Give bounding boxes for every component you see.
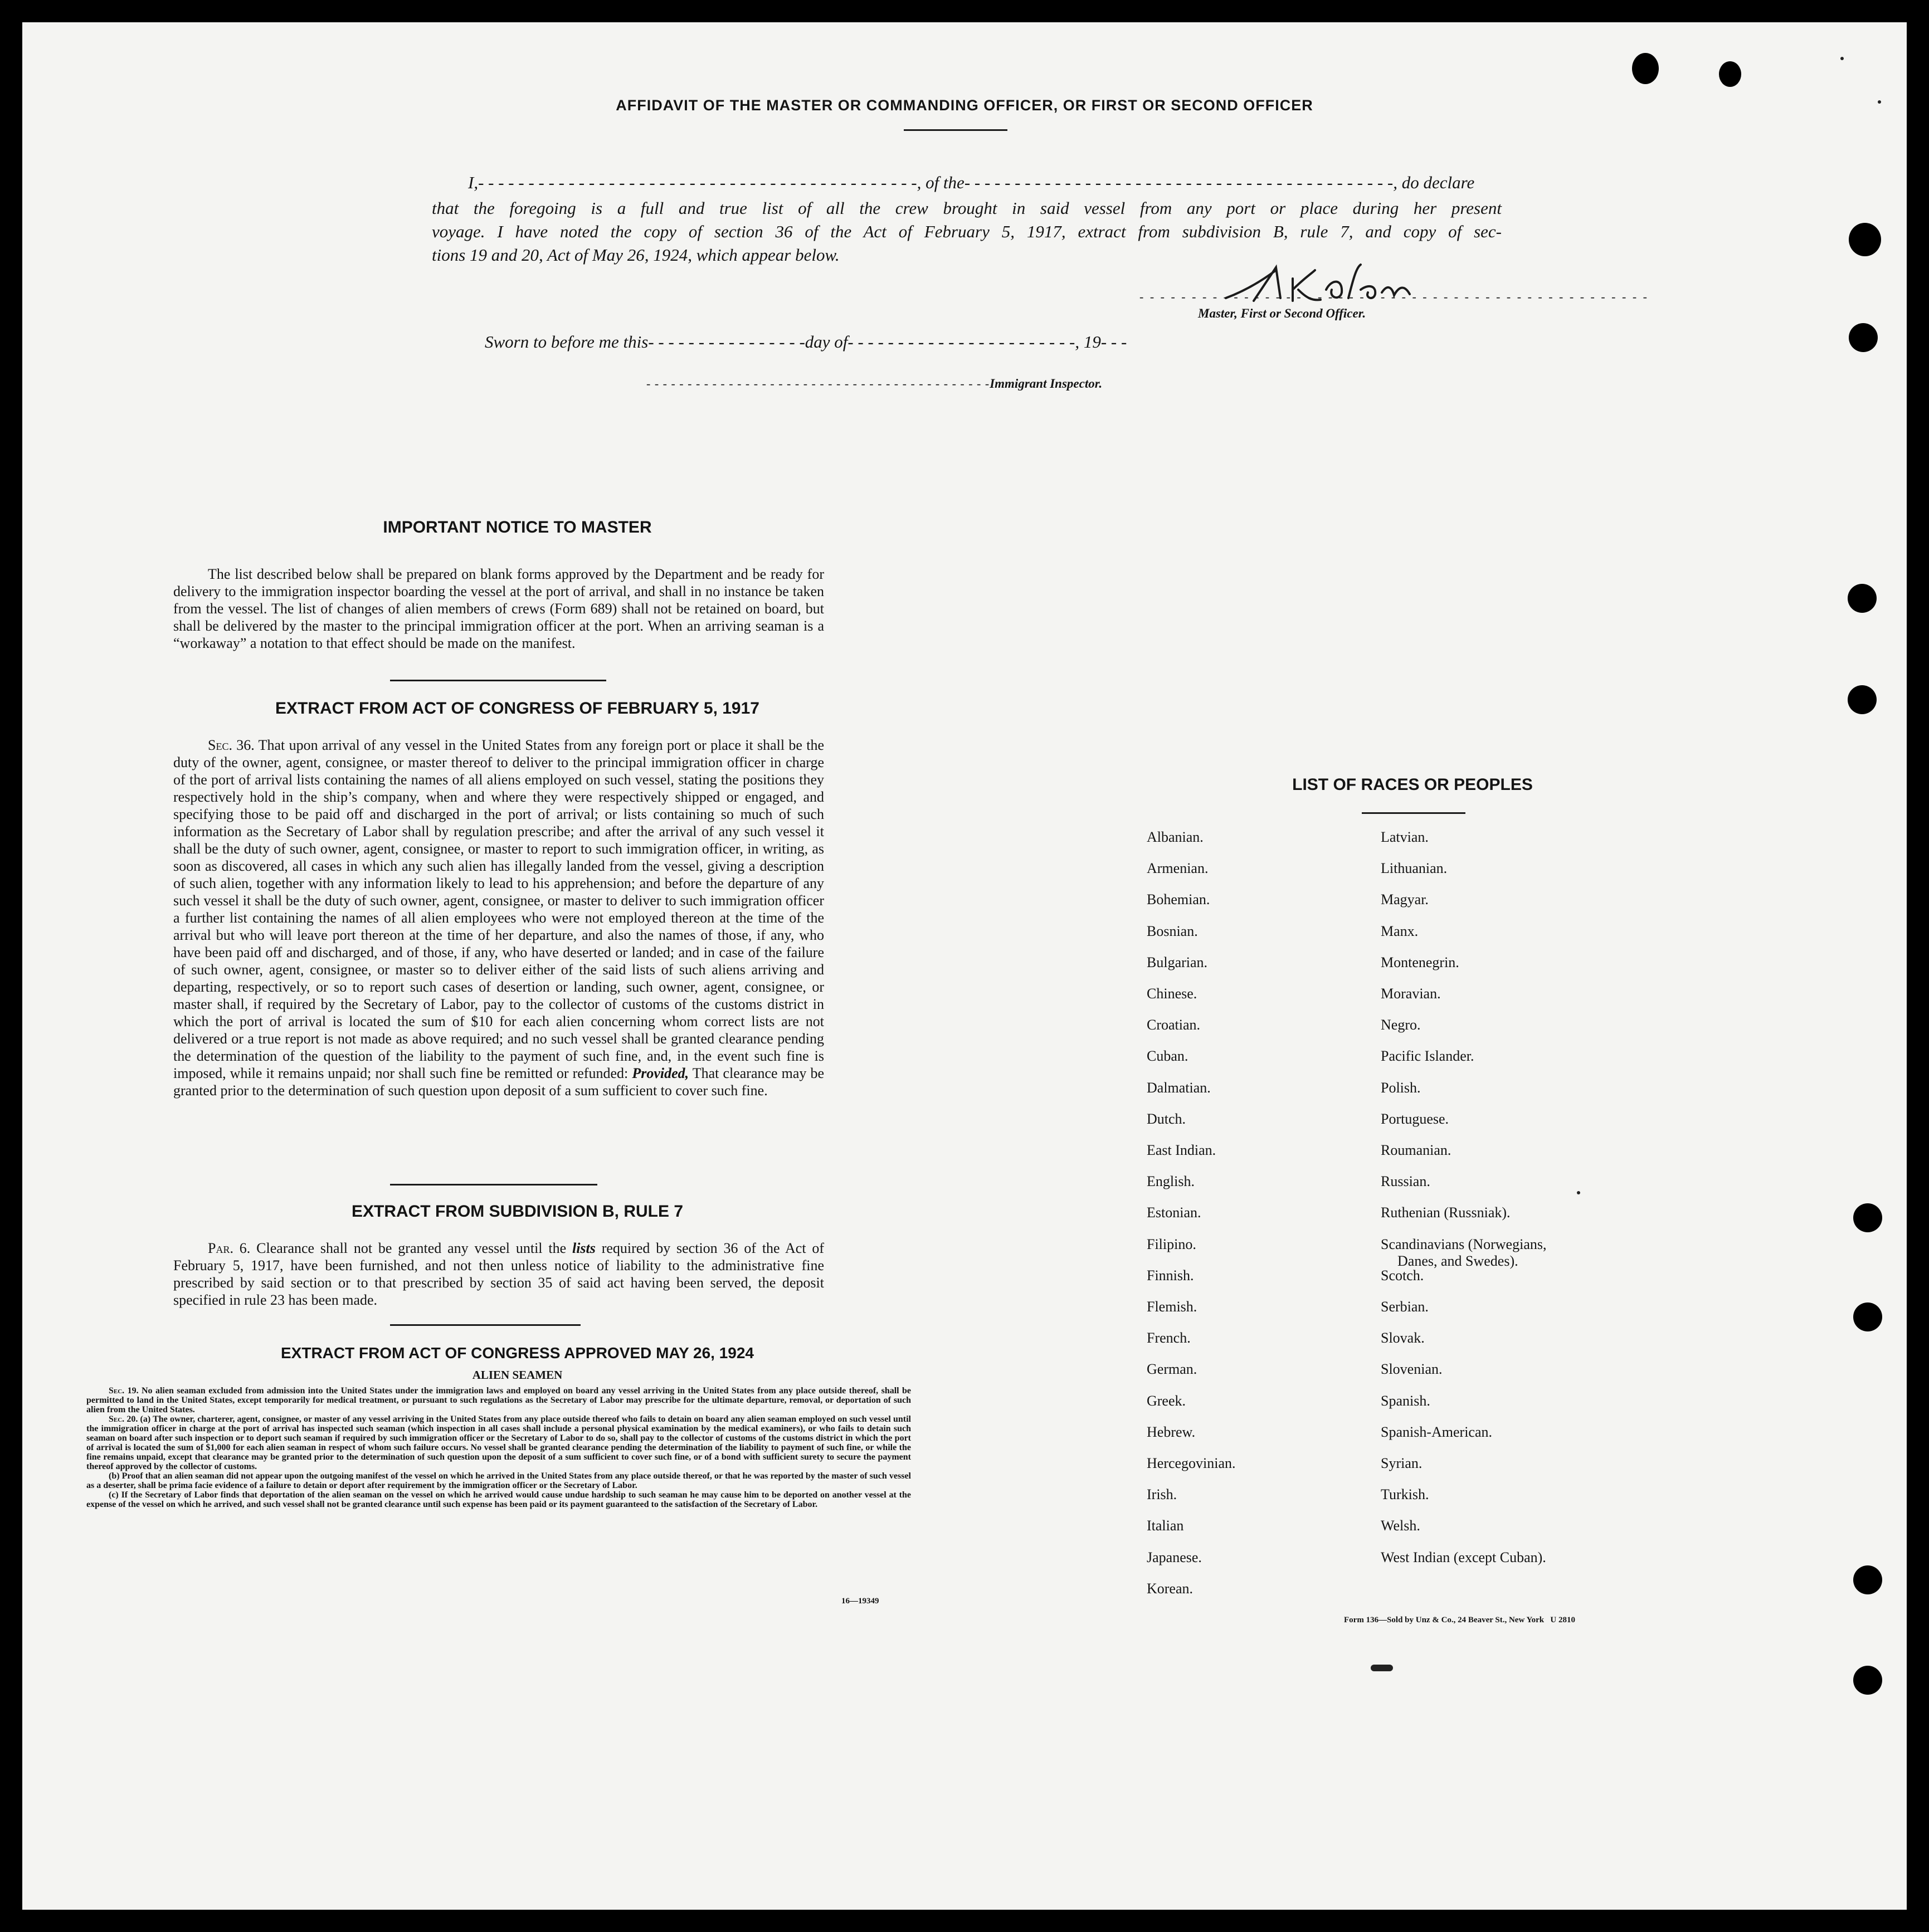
sec-19-text: No alien seaman excluded from admission into the United States under the immigration laws and employed on board any vessel arriving in the United States from any place outside thereof, shall be permitted to land in the United States, except temporarily for medical treatment, or pursuant to such regulations as the Secretary of Labor may prescribe for the ultimate departure, removal, or deportation of such alien from the United States. [86, 1386, 912, 1414]
affidavit-line-1: I,- - - - - - - - - - - - - - - - - - - - - - - - - - - - - - - - - - - - - - - - - - - -, of the- - - - - - - - - - - - - - - - - - - - - - - - - - - - - - - - - - - - - - - - - - -, do declare [468, 173, 1475, 192]
affidavit-line-3: voyage. I have noted the copy of section 36 of the Act of February 5, 1917, extract from subdivision B, rule 7, and copy of sec- [432, 222, 1502, 241]
race-entry: Hercegovinian. [1147, 1455, 1236, 1471]
race-entry: Latvian. [1381, 829, 1429, 845]
sec-20b-text: (b) Proof that an alien seaman did not appear upon the outgoing manifest of the vessel on which he arrived in the United States from any place outside thereof, or that he was reported by the master of such vessel as a deserter, shall be prima facie evidence of a failure to detain or deport after requirement by the immigration officer or the Secretary of Labor. [86, 1471, 911, 1490]
sec-36-proviso: That clearance may be granted prior to the determination of such question upon deposit of a sum sufficient to cover such fine. [173, 1065, 825, 1099]
speck [1878, 100, 1881, 104]
sworn-line: Sworn to before me this- - - - - - - - - - - - - - - -day of- - - - - - - - - - - - - - - - - - - - - - -, 19- - - [485, 332, 1127, 352]
race-entry: Slovak. [1381, 1330, 1425, 1346]
race-entry: Armenian. [1147, 860, 1209, 877]
race-entry: Syrian. [1381, 1455, 1423, 1471]
race-entry: Estonian. [1147, 1204, 1201, 1221]
rule-7-rule [390, 1324, 581, 1326]
day-of-text: day of [805, 332, 848, 352]
alien-seamen-subtitle: ALIEN SEAMEN [472, 1368, 563, 1382]
affidavit-declare: , do declare [1393, 173, 1475, 192]
punch-hole [1853, 1302, 1882, 1331]
race-entry: East Indian. [1147, 1142, 1216, 1158]
par-6-label: Par. 6. [208, 1240, 251, 1256]
race-entry: Scotch. [1381, 1267, 1424, 1284]
punch-hole [1849, 223, 1881, 256]
notice-paragraph: The list described below shall be prepared on blank forms approved by the Department and be ready for delivery to the immigration inspector boarding the vessel at the port of arrival, and shall in no instance be taken from the vessel. The list of changes of alien members of crews (Form 689) shall not be retained on board, but shall be delivered by the master to the principal immigration officer at the port. When an arriving seaman is a “workaway” a notation to that effect should be made on the manifest. [173, 566, 824, 651]
punch-hole [1848, 584, 1877, 613]
race-entry: Serbian. [1381, 1299, 1429, 1315]
speck [1577, 1191, 1580, 1194]
title-rule [904, 129, 1007, 131]
inspector-line: - - - - - - - - - - - - - - - - - - - - - - - - - - - - - - - - - - - - - - - - - -Immigrant Inspector. [646, 377, 1103, 391]
sec-20-label: Sec. 20. [109, 1414, 138, 1424]
sec-20c-text: (c) If the Secretary of Labor finds that deportation of the alien seaman on the vessel on which he arrived would cause undue hardship to such seaman he may cause him to be deported on another vessel at the expense of the vessel on which he arrived, and such vessel shall not be granted clearance until such expense has been paid or its payment guaranteed to the satisfaction of the Secretary of Labor. [86, 1490, 911, 1509]
punch-hole [1848, 685, 1877, 714]
race-entry: Danes, and Swedes). [1397, 1252, 1518, 1269]
race-entry: Korean. [1147, 1580, 1194, 1597]
sworn-text: Sworn to before me this [485, 332, 649, 352]
races-rule [1362, 812, 1465, 814]
race-entry: Magyar. [1381, 891, 1429, 908]
race-entry: Ruthenian (Russniak). [1381, 1204, 1511, 1221]
race-entry: Bulgarian. [1147, 954, 1208, 970]
punch-hole [1632, 53, 1659, 84]
form-info: Form 136—Sold by Unz & Co., 24 Beaver St., New York U 2810 [1344, 1616, 1575, 1624]
extract-1924-title: EXTRACT FROM ACT OF CONGRESS APPROVED MAY 26, 1924 [281, 1344, 754, 1362]
race-entry: Bosnian. [1147, 923, 1198, 939]
signature-caption: Master, First or Second Officer. [1198, 306, 1366, 320]
lists-word: lists [572, 1240, 596, 1256]
par-6-text-a: Clearance shall not be granted any vessel until the [256, 1240, 567, 1256]
punch-hole [1853, 1565, 1882, 1594]
race-entry: English. [1147, 1173, 1195, 1190]
print-code: 16—19349 [841, 1597, 879, 1606]
speck [1840, 57, 1844, 60]
punch-hole [1853, 1666, 1882, 1695]
race-entry: West Indian (except Cuban). [1381, 1549, 1546, 1565]
affidavit-i: I, [468, 173, 479, 192]
sec-36-text: That upon arrival of any vessel in the United States from any foreign port or place it shall be the duty of the owner, agent, consignee, or master thereof to deliver to the principal immigration officer in charge of the port of arrival lists containing the names of all aliens employed on such vessel, stating the positions they respectively hold in the ship’s company, when and where they were respectively shipped or engaged, and specifying those to be paid off and discharged in the port of arrival; or lists containing so much of such information as the Secretary of Labor shall by regulation prescribe; and after the arrival of any such vessel it shall be the duty of such owner, agent, consignee, or master to report to such immigration officer, in writing, as soon as discovered, all cases in which any such alien has illegally landed from the vessel, giving a description of such alien, together with any information likely to lead to his apprehension; and before the departure of any such vessel it shall be the duty of such owner, agent, consignee, or master to deliver to such immigration officer a further list containing the names of all alien employees who were not employed thereon at the time of the arrival but who will leave port thereon at the time of her departure, and also the names of those, if any, who have been paid off and discharged, and of those, if any, who have deserted or landed; and in case of the failure of such owner, agent, consignee, or master so to deliver either of the said lists of such aliens arriving and departing, respectively, or so to report such cases of desertion or landing, such owner, agent, consignee, or master shall, if required by the Secretary of Labor, pay to the collector of customs of the customs district in which the port of arrival is located the sum of $10 for each alien concerning whom correct lists are not delivered or a true report is not made as above required; and no such vessel shall be granted clearance pending the determination of the question of the liability to the payment of such fine, and, in the event such fine is imposed, while it remains unpaid; nor shall such fine be remitted or refunded: [173, 737, 825, 1081]
race-entry: German. [1147, 1361, 1197, 1378]
race-entry: Hebrew. [1147, 1423, 1196, 1440]
race-entry: Irish. [1147, 1486, 1177, 1503]
notice-rule [390, 680, 606, 681]
race-entry: Negro. [1381, 1017, 1421, 1033]
race-entry: Finnish. [1147, 1267, 1194, 1284]
punch-hole [1849, 323, 1878, 352]
extract-1924-body [86, 1386, 911, 1509]
race-entry: Slovenian. [1381, 1361, 1443, 1378]
race-entry: Pacific Islander. [1381, 1048, 1474, 1065]
race-entry: Montenegrin. [1381, 954, 1459, 970]
notice-body [173, 565, 824, 652]
race-entry: Filipino. [1147, 1236, 1196, 1252]
extract-1917-title: EXTRACT FROM ACT OF CONGRESS OF FEBRUARY 5, 1917 [275, 699, 759, 718]
race-entry: Polish. [1381, 1079, 1421, 1096]
affidavit-of-the: , of the [917, 173, 964, 192]
notice-title: IMPORTANT NOTICE TO MASTER [383, 518, 652, 536]
sec-20a-text: (a) The owner, charterer, agent, consignee, or master of any vessel arriving in the United States from any place outside thereof who fails to detain on board any alien seaman employed on such vessel until the immigration officer in charge at the port of arrival has inspected such seaman (which inspection in all cases shall include a personal physical examination by the medical examiners), or who fails to detain such seaman on board after such inspection or to deport such seaman if required by such immigration officer or the Secretary of Labor to do so, shall pay to the collector of customs of the customs district in which the port of arrival is located the sum of $1,000 for each alien seaman in respect of whom such failure occurs. No vessel shall be granted clearance pending the determination of the liability to payment of such fine, or while the fine remains unpaid, except that clearance may be granted prior to the determination of such question upon the deposit of a sum sufficient to cover such fine, or of a bond with sufficient surety to secure the payment thereof approved by the collector of customs. [86, 1414, 912, 1471]
speck [1371, 1665, 1393, 1671]
race-entry: Russian. [1381, 1173, 1430, 1190]
race-entry: Scandinavians (Norwegians, [1381, 1236, 1547, 1252]
race-entry: French. [1147, 1330, 1191, 1346]
sec-19-label: Sec. 19. [109, 1386, 139, 1396]
race-entry: Japanese. [1147, 1549, 1202, 1565]
rule-7-title: EXTRACT FROM SUBDIVISION B, RULE 7 [351, 1202, 684, 1221]
race-entry: Italian [1147, 1518, 1184, 1534]
race-entry: Bohemian. [1147, 891, 1210, 908]
race-entry: Spanish. [1381, 1392, 1430, 1409]
race-entry: Chinese. [1147, 985, 1197, 1002]
race-entry: Albanian. [1147, 829, 1204, 845]
race-entry: Manx. [1381, 923, 1419, 939]
affidavit-line-2: that the foregoing is a full and true list of all the crew brought in said vessel from any port or place during her present [432, 198, 1502, 218]
extract-1917-rule [390, 1184, 597, 1185]
race-entry: Spanish-American. [1381, 1423, 1493, 1440]
race-entry: Welsh. [1381, 1518, 1420, 1534]
rule-7-body [173, 1240, 824, 1309]
race-entry: Cuban. [1147, 1048, 1188, 1065]
races-title: LIST OF RACES OR PEOPLES [1292, 775, 1533, 794]
year-prefix: , 19 [1075, 332, 1101, 352]
race-entry: Dalmatian. [1147, 1079, 1211, 1096]
race-entry: Dutch. [1147, 1110, 1186, 1127]
race-entry: Turkish. [1381, 1486, 1429, 1503]
race-entry: Greek. [1147, 1392, 1186, 1409]
par-6-text-b: required by section 36 of the Act of February 5, 1917, have been furnished, and not then unless notice of liability to the administrative fine prescribed by said section or to that prescribed by section 35 of said act having been served, the deposit specified in rule 23 has been made. [173, 1240, 825, 1308]
punch-hole [1853, 1203, 1882, 1232]
affidavit-line-4: tions 19 and 20, Act of May 26, 1924, which appear below. [432, 245, 840, 265]
extract-1917-body [173, 736, 824, 1099]
provided-word: Provided, [632, 1065, 689, 1081]
document-page [22, 22, 1907, 1910]
inspector-caption: Immigrant Inspector. [990, 377, 1103, 391]
race-entry: Roumanian. [1381, 1142, 1451, 1158]
race-entry: Lithuanian. [1381, 860, 1448, 877]
race-entry: Croatian. [1147, 1017, 1201, 1033]
sec-36-label: Sec. 36. [208, 737, 255, 753]
race-entry: Flemish. [1147, 1299, 1197, 1315]
punch-hole [1719, 61, 1741, 87]
signature-line: - - - - - - - - - - - - - - - - - - - - - - - - - - - - - - - - - - - - - - - - - - - - - - - - - [1139, 290, 1649, 304]
race-entry: Portuguese. [1381, 1110, 1449, 1127]
affidavit-title: AFFIDAVIT OF THE MASTER OR COMMANDING OFFICER, OR FIRST OR SECOND OFFICER [616, 97, 1313, 114]
race-entry: Moravian. [1381, 985, 1441, 1002]
